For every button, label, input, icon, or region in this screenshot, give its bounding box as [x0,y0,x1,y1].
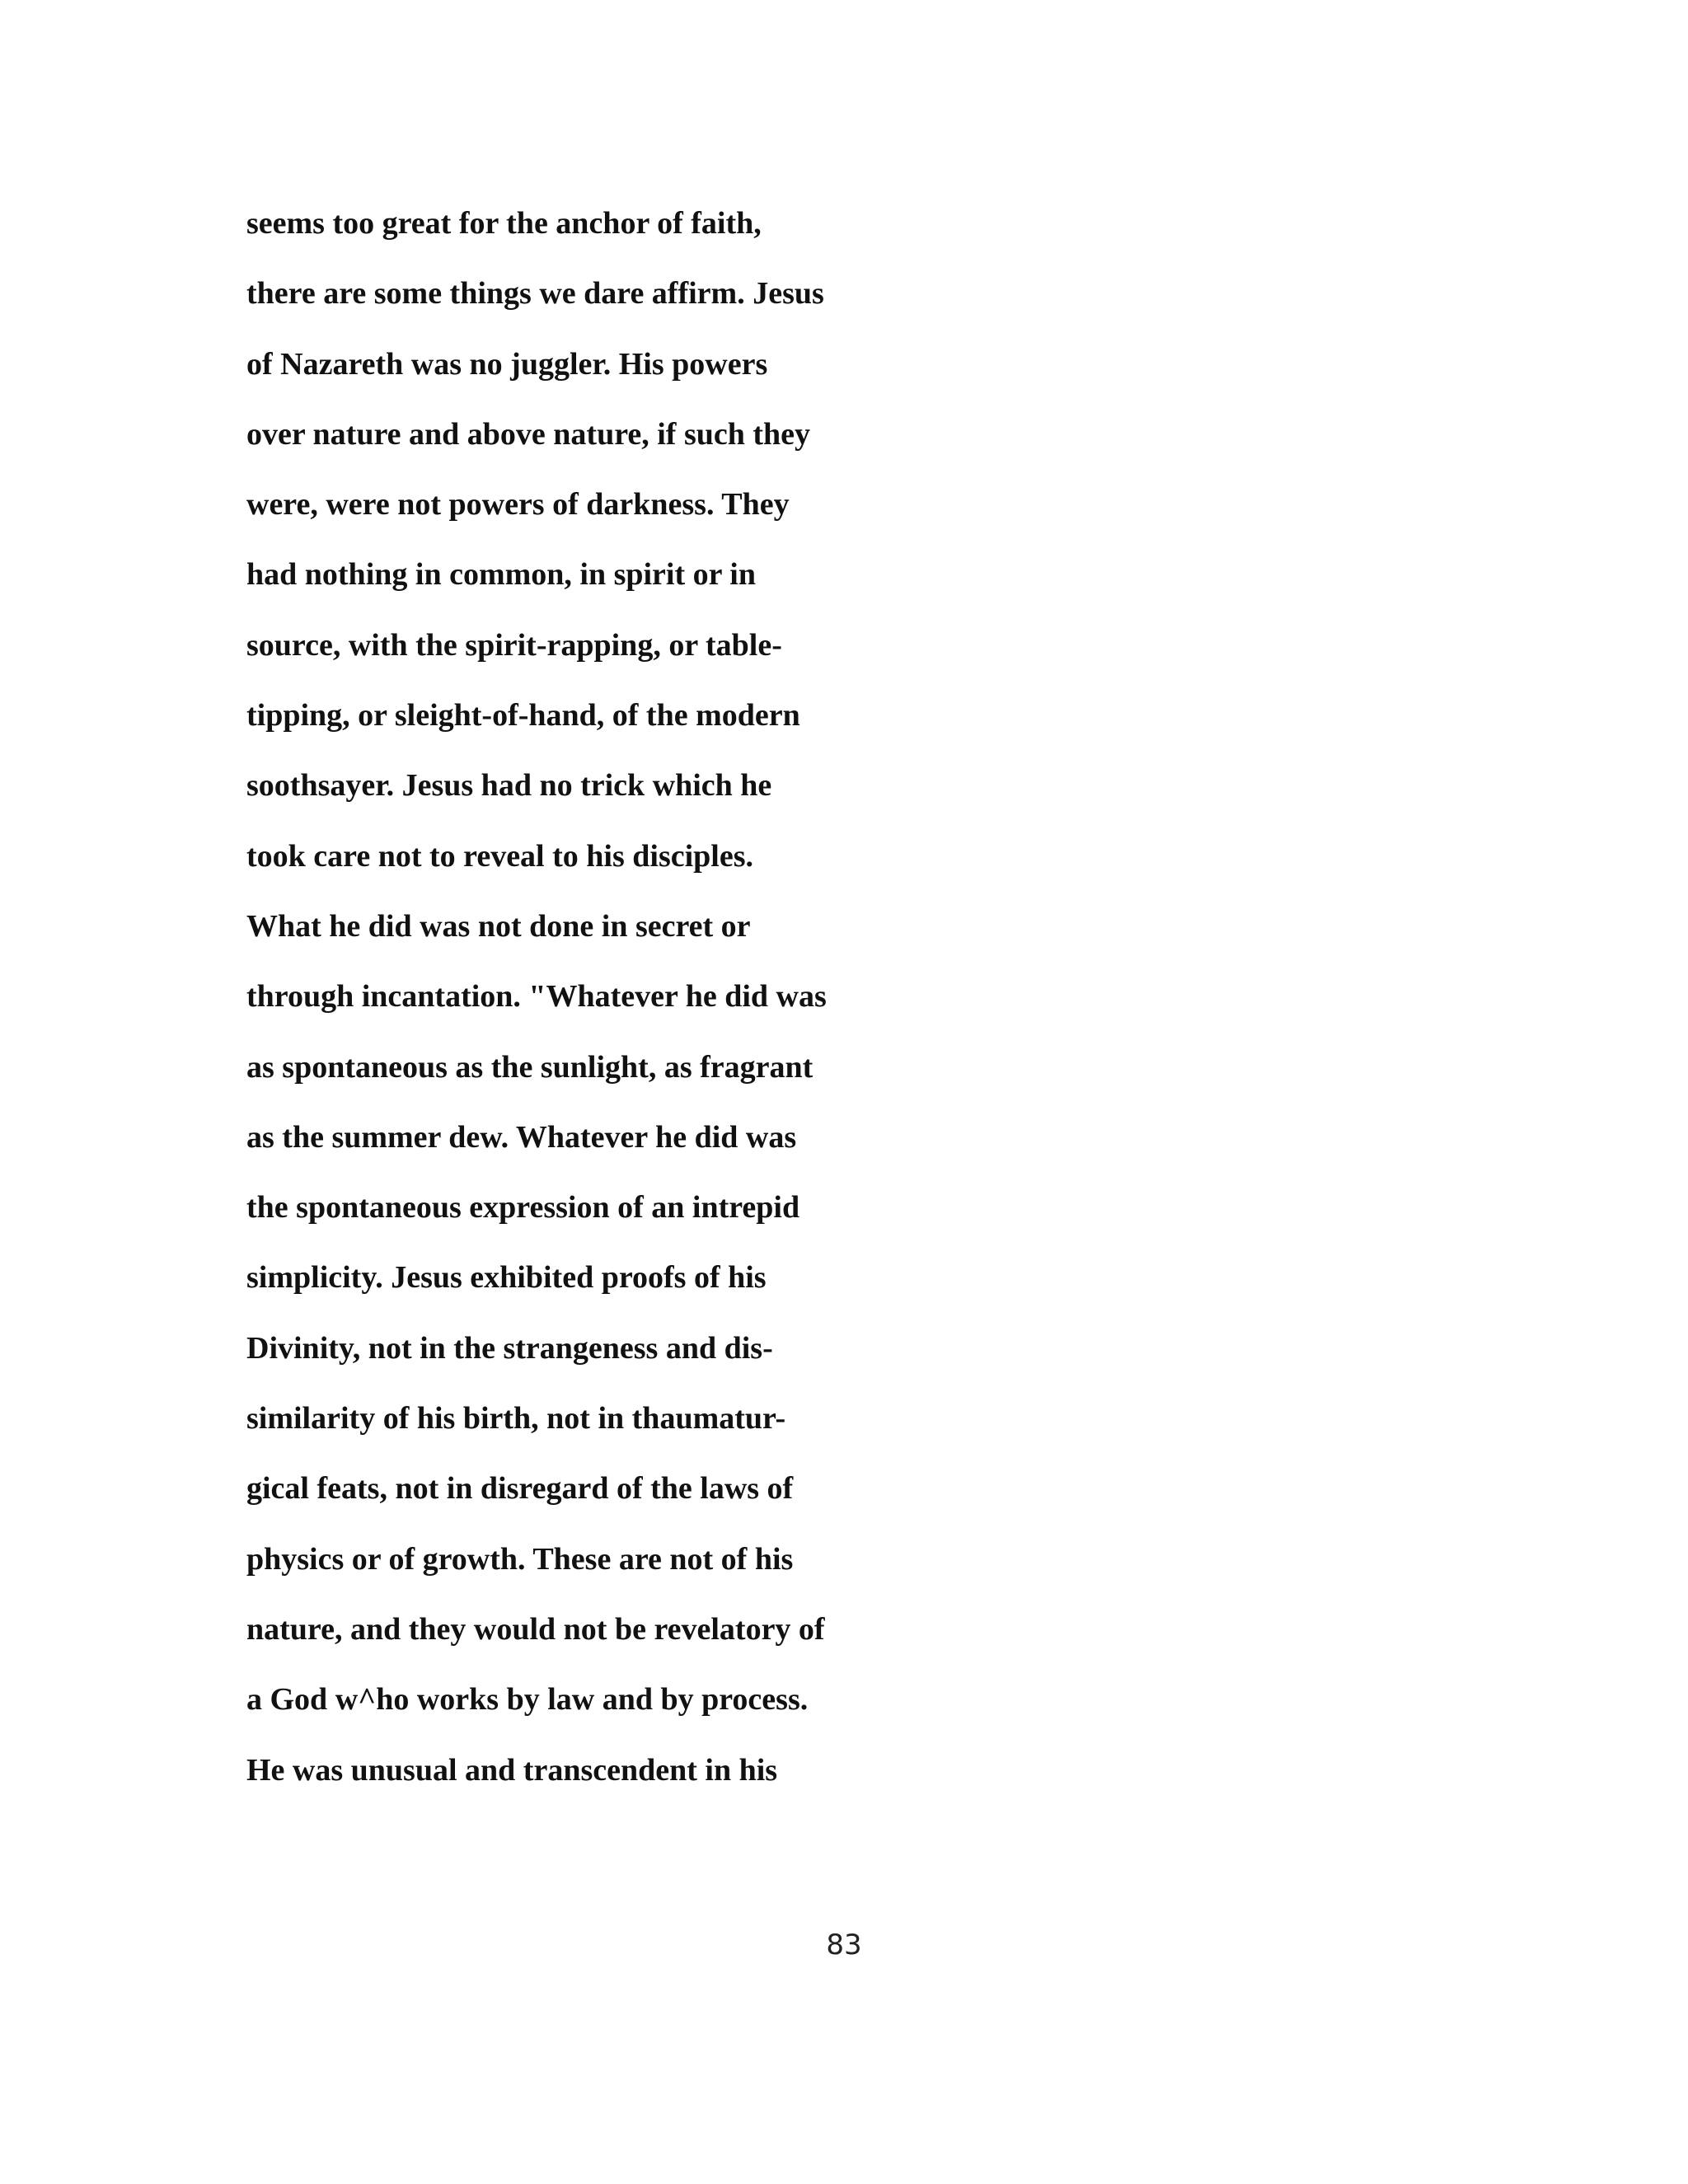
text-line: had nothing in common, in spirit or in [246,557,757,593]
text-line: took care not to reveal to his disciples. [246,838,753,874]
page-number: 83 [826,1929,862,1961]
text-line: tipping, or sleight-of-hand, of the modern [246,698,800,733]
text-line: there are some things we dare affirm. Jesus [246,276,824,312]
text-line: over nature and above nature, if such they [246,416,811,452]
text-line: seems too great for the anchor of faith, [246,206,762,241]
text-line: as spontaneous as the sunlight, as fragrant [246,1049,814,1085]
text-line: were, were not powers of darkness. They [246,487,790,523]
text-line: What he did was not done in secret or [246,908,751,944]
text-line: through incantation. "Whatever he did was [246,979,827,1015]
text-line: Divinity, not in the strangeness and dis- [246,1330,773,1366]
text-line: physics or of growth. These are not of his [246,1541,794,1577]
text-line: soothsayer. Jesus had no trick which he [246,768,772,804]
text-line: simplicity. Jesus exhibited proofs of his [246,1260,767,1296]
text-line: gical feats, not in disregard of the laws of [246,1471,794,1507]
text-line: source, with the spirit-rapping, or table- [246,627,782,663]
body-text [246,189,988,1806]
text-line: as the summer dew. Whatever he did was [246,1119,797,1155]
text-line: the spontaneous expression of an intrepid [246,1190,800,1226]
text-line: similarity of his birth, not in thaumatur- [246,1401,786,1436]
text-line: He was unusual and transcendent in his [246,1752,778,1788]
text-line: nature, and they would not be revelatory of [246,1611,825,1647]
text-line: of Nazareth was no juggler. His powers [246,346,768,382]
text-line: a God w^ho works by law and by process. [246,1682,809,1718]
